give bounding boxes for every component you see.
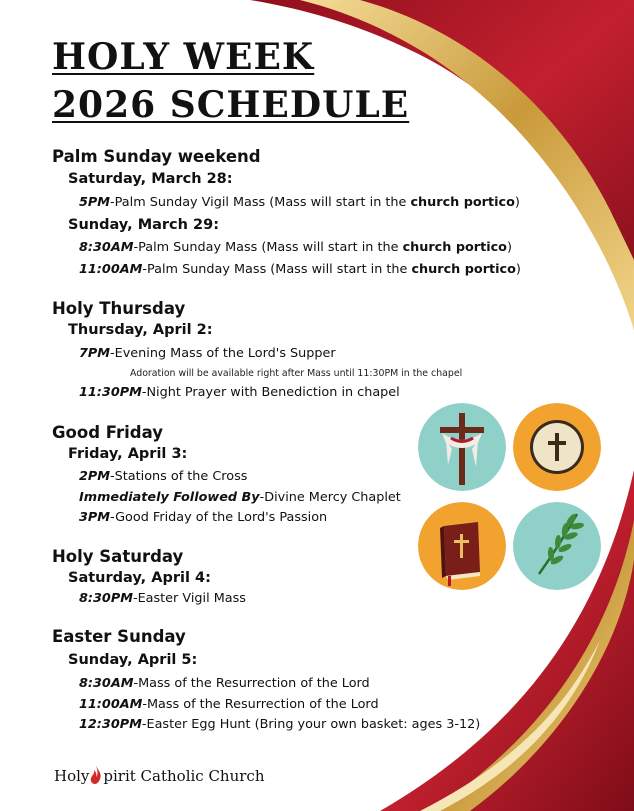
schedule-item <box>79 195 520 210</box>
item-text: -Mass of the Resurrection of the Lord <box>142 697 379 712</box>
schedule-item <box>79 676 370 691</box>
item-time: 8:30AM <box>79 240 134 255</box>
item-text: -Mass of the Resurrection of the Lord <box>133 676 370 691</box>
day-heading: Thursday, April 2: <box>68 322 213 338</box>
item-tail: ) <box>515 262 521 277</box>
item-highlight: church portico <box>410 195 515 210</box>
schedule-item <box>79 469 247 484</box>
schedule-item <box>79 240 512 255</box>
item-tail: ) <box>506 240 512 255</box>
item-text: -Easter Vigil Mass <box>132 591 246 606</box>
item-text: -Palm Sunday Mass (Mass will start in the <box>142 262 412 277</box>
schedule-item <box>79 385 400 400</box>
adoration-note: Adoration will be available right after Mass until 11:30PM in the chapel <box>130 368 463 379</box>
day-heading: Sunday, April 5: <box>68 652 198 668</box>
schedule-item <box>79 490 401 505</box>
item-text: -Good Friday of the Lord's Passion <box>110 510 328 525</box>
section-title-holy-saturday: Holy Saturday <box>52 547 184 566</box>
item-highlight: church portico <box>402 240 507 255</box>
item-tail: ) <box>514 195 520 210</box>
schedule-item <box>79 717 480 732</box>
bible-icon <box>418 502 506 590</box>
item-time: 7PM <box>79 346 111 361</box>
item-text: -Night Prayer with Benediction in chapel <box>141 385 400 400</box>
schedule-item <box>79 346 336 361</box>
schedule-item <box>79 262 521 277</box>
item-time: 11:30PM <box>79 385 142 400</box>
item-text: -Divine Mercy Chaplet <box>259 490 401 505</box>
item-time: 2PM <box>79 469 111 484</box>
day-heading: Saturday, April 4: <box>68 570 211 586</box>
church-name-logo <box>54 766 265 785</box>
cross-with-shroud-icon <box>418 403 506 491</box>
section-title-holy-thursday: Holy Thursday <box>52 299 186 318</box>
item-time: 12:30PM <box>79 717 142 732</box>
item-time: 3PM <box>79 510 111 525</box>
logo-text-rest: pirit Catholic Church <box>103 767 265 785</box>
flame-s-icon <box>90 766 102 784</box>
item-text: -Easter Egg Hunt (Bring your own basket: ages 3-12) <box>141 717 481 732</box>
item-text: -Palm Sunday Vigil Mass (Mass will start in the <box>110 195 411 210</box>
item-time: 8:30PM <box>79 591 133 606</box>
item-time: 11:00AM <box>79 697 143 712</box>
day-heading: Friday, April 3: <box>68 446 188 462</box>
logo-text-holy: Holy <box>54 767 90 785</box>
page-title-line-1: HOLY WEEK <box>52 36 315 78</box>
section-title-good-friday: Good Friday <box>52 423 163 442</box>
section-title-palm-sunday: Palm Sunday weekend <box>52 147 261 166</box>
item-time: 5PM <box>79 195 111 210</box>
day-heading: Sunday, March 29: <box>68 217 219 233</box>
item-text: -Evening Mass of the Lord's Supper <box>110 346 336 361</box>
item-time: 8:30AM <box>79 676 134 691</box>
item-highlight: church portico <box>411 262 516 277</box>
item-text: -Stations of the Cross <box>110 469 248 484</box>
palm-branch-icon <box>513 502 601 590</box>
page-title-line-2: 2026 SCHEDULE <box>52 84 410 126</box>
day-heading: Saturday, March 28: <box>68 171 233 187</box>
item-text: -Palm Sunday Mass (Mass will start in the <box>133 240 403 255</box>
schedule-item <box>79 697 379 712</box>
item-time: Immediately Followed By <box>79 490 260 505</box>
schedule-item <box>79 510 327 525</box>
item-time: 11:00AM <box>79 262 143 277</box>
schedule-item <box>79 591 246 606</box>
section-title-easter-sunday: Easter Sunday <box>52 627 186 646</box>
eucharist-host-icon <box>513 403 601 491</box>
